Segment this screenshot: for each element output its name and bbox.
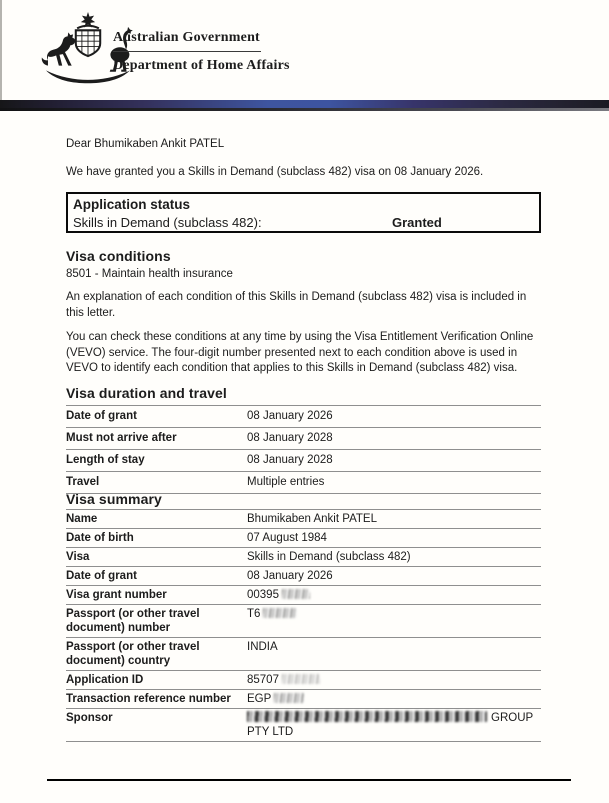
table-row xyxy=(66,604,541,637)
row-value: Multiple entries xyxy=(247,476,325,488)
row-value: GROUP PTY LTD xyxy=(247,712,533,738)
table-row xyxy=(66,670,541,689)
redaction-smudge xyxy=(274,693,304,703)
visa-duration-heading: Visa duration and travel xyxy=(66,385,227,401)
visa-duration-table xyxy=(66,405,541,494)
redaction-smudge xyxy=(247,711,487,722)
table-row xyxy=(66,427,541,449)
row-value: 85707 xyxy=(247,673,541,687)
conditions-explanation-1: An explanation of each condition of this Skills in Demand (subclass 482) visa is included in this letter. xyxy=(66,291,527,319)
row-label: Date of grant xyxy=(66,410,137,422)
application-status-heading: Application status xyxy=(73,197,191,212)
department-title: Department of Home Affairs xyxy=(113,58,290,73)
table-row xyxy=(66,547,541,566)
row-label: Sponsor xyxy=(66,712,113,724)
visa-summary-heading: Visa summary xyxy=(66,491,162,507)
row-value: 07 August 1984 xyxy=(247,532,327,544)
table-row xyxy=(66,509,541,528)
visa-label: Skills in Demand (subclass 482): xyxy=(73,215,262,230)
row-label: Date of grant xyxy=(66,570,137,582)
condition-item: 8501 - Maintain health insurance xyxy=(66,268,233,280)
status-badge: Granted xyxy=(392,215,442,230)
greeting-line: Dear Bhumikaben Ankit PATEL xyxy=(66,138,225,150)
table-row xyxy=(66,566,541,585)
page-footer-rule xyxy=(47,779,571,781)
table-row xyxy=(66,637,541,670)
row-label: Transaction reference number xyxy=(66,693,231,705)
application-status-box xyxy=(66,192,541,233)
row-value: 08 January 2026 xyxy=(247,410,333,422)
gradient-bar-bottom xyxy=(0,108,609,111)
row-value: INDIA xyxy=(247,641,278,653)
page-edge-line xyxy=(0,0,2,100)
table-row xyxy=(66,708,541,742)
row-value: Bhumikaben Ankit PATEL xyxy=(247,513,377,525)
government-title: Australian Government xyxy=(113,30,260,45)
row-label: Application ID xyxy=(66,674,144,686)
row-value: 08 January 2026 xyxy=(247,570,333,582)
row-label: Length of stay xyxy=(66,454,145,466)
visa-summary-table xyxy=(66,509,541,742)
redaction-smudge xyxy=(263,608,297,618)
table-row xyxy=(66,585,541,604)
table-row xyxy=(66,689,541,708)
row-label: Visa grant number xyxy=(66,589,167,601)
row-label: Passport (or other travel document) number xyxy=(66,608,200,634)
redaction-smudge xyxy=(282,589,310,599)
row-label: Name xyxy=(66,513,98,525)
letterhead-divider xyxy=(113,51,261,52)
letterhead xyxy=(113,30,290,74)
row-value: Skills in Demand (subclass 482) xyxy=(247,551,411,563)
table-row xyxy=(66,528,541,547)
redaction-smudge xyxy=(282,674,320,684)
visa-conditions-heading: Visa conditions xyxy=(66,248,171,264)
conditions-explanation-2: You can check these conditions at any time by using the Visa Entitlement Verification Online (VEVO) service. The four-digit number presented next to each condition above is used in VEVO to identify each condition that applies to this Skills in Demand (subclass 482) visa. xyxy=(66,331,534,374)
row-value: 08 January 2028 xyxy=(247,454,333,466)
row-label: Visa xyxy=(66,551,90,563)
row-value: EGP xyxy=(247,692,541,706)
row-label: Passport (or other travel document) country xyxy=(66,641,200,667)
row-label: Travel xyxy=(66,476,100,488)
gradient-bar-top xyxy=(0,100,609,108)
row-value: 08 January 2028 xyxy=(247,432,333,444)
row-label: Date of birth xyxy=(66,532,134,544)
row-value: T6 xyxy=(247,607,541,635)
application-status-row xyxy=(73,214,534,231)
table-row xyxy=(66,449,541,471)
row-value: 00395 xyxy=(247,588,541,602)
table-row xyxy=(66,405,541,427)
row-label: Must not arrive after xyxy=(66,432,177,444)
grant-sentence: We have granted you a Skills in Demand (subclass 482) visa on 08 January 2026. xyxy=(66,166,484,178)
header-gradient-bar xyxy=(0,100,609,111)
